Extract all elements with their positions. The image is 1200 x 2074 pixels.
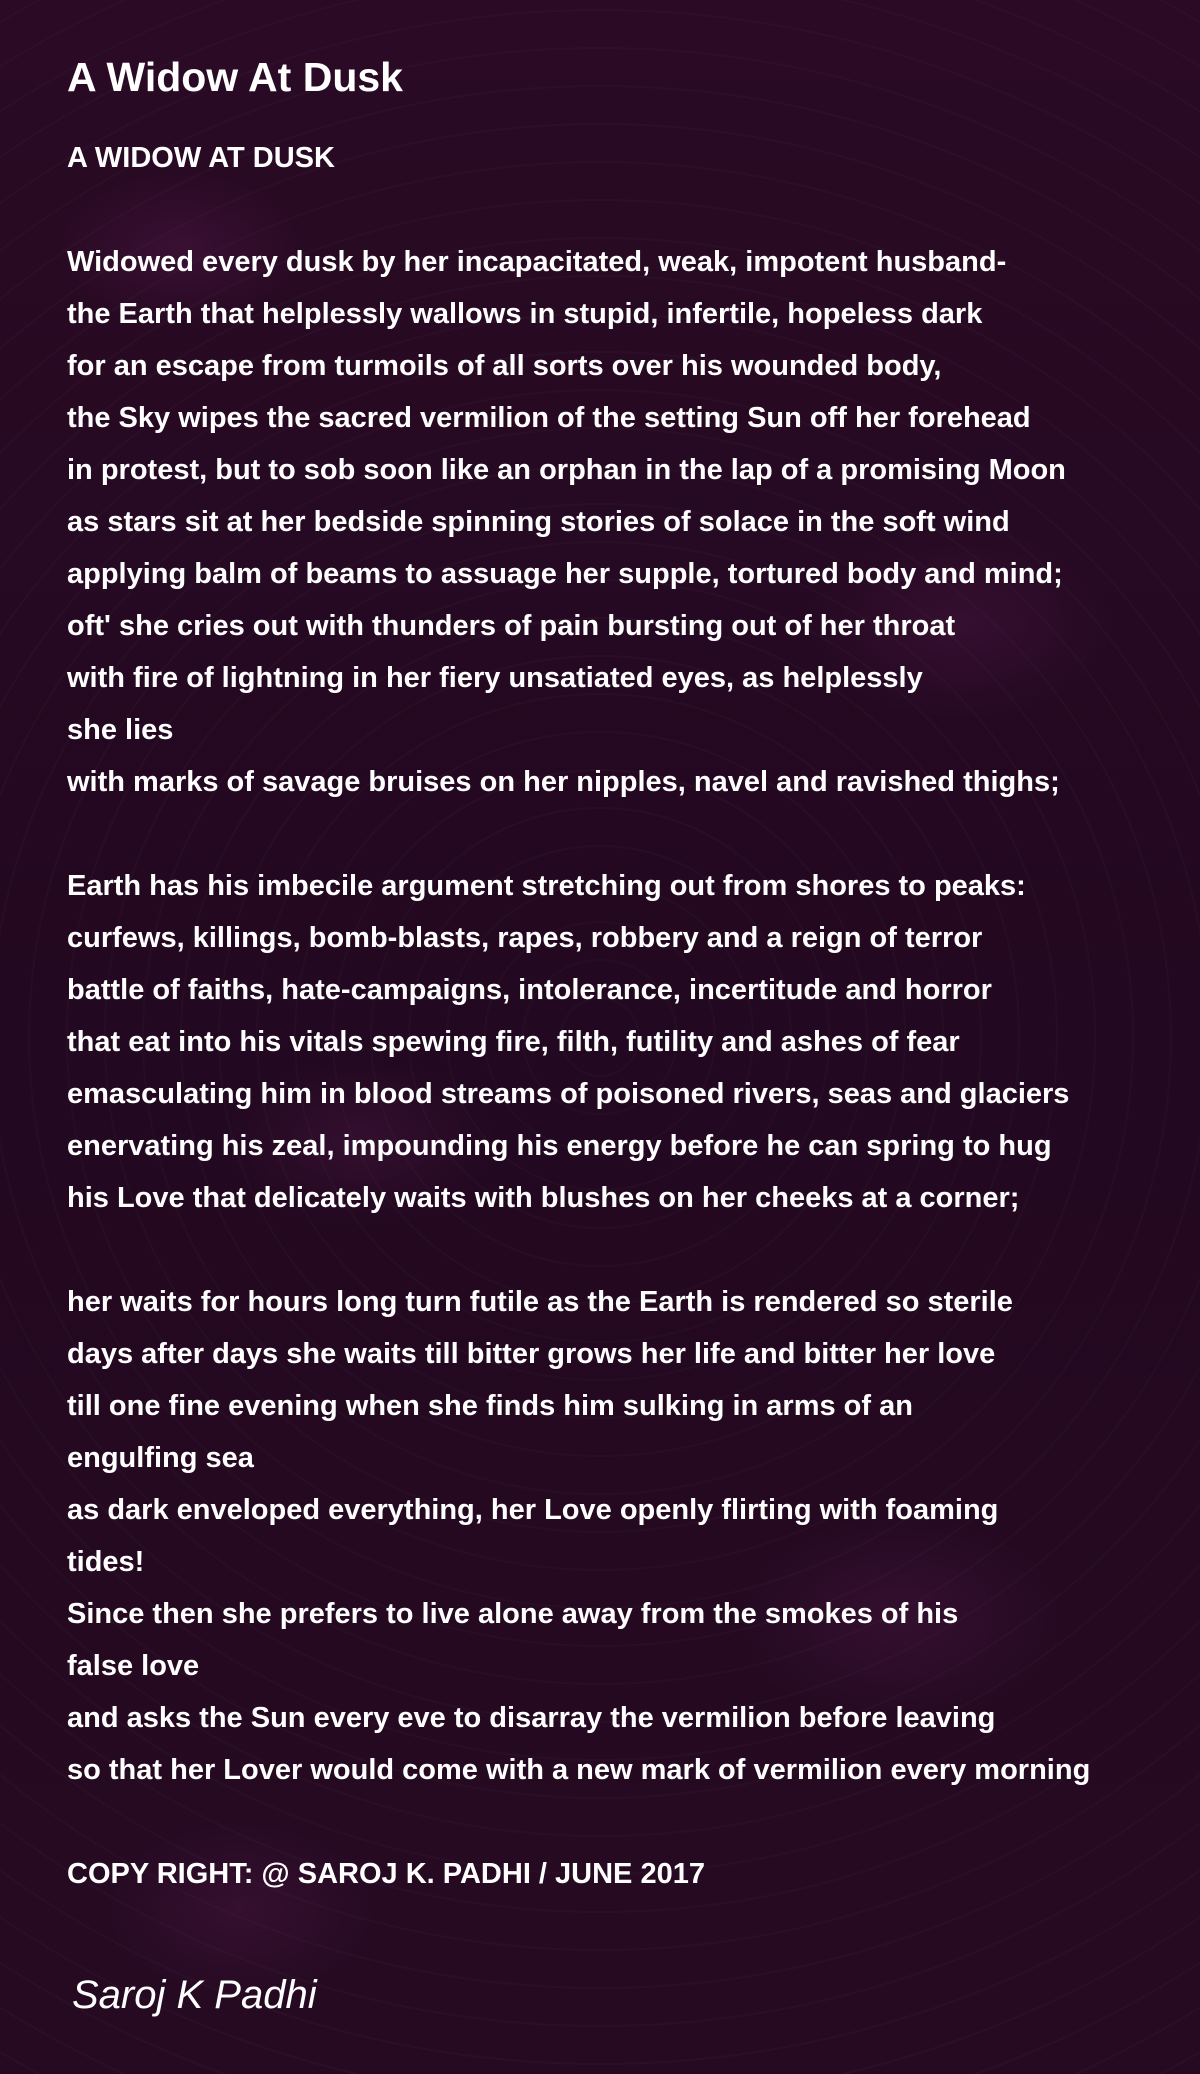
poem-line: Widowed every dusk by her incapacitated, weak, impotent husband- (67, 246, 1007, 278)
poem-line: oft' she cries out with thunders of pain bursting out of her throat (67, 610, 956, 642)
poem-line: the Earth that helplessly wallows in stupid, infertile, hopeless dark (67, 298, 983, 330)
poem-line: enervating his zeal, impounding his energy before he can spring to hug (67, 1130, 1052, 1162)
poem-line: curfews, killings, bomb-blasts, rapes, robbery and a reign of terror (67, 922, 983, 954)
poem-line: for an escape from turmoils of all sorts over his wounded body, (67, 350, 942, 382)
poem-line: emasculating him in blood streams of poisoned rivers, seas and glaciers (67, 1078, 1070, 1110)
poem-line: she lies (67, 714, 174, 746)
poem-line: his Love that delicately waits with blushes on her cheeks at a corner; (67, 1182, 1020, 1214)
poem-line: with fire of lightning in her fiery unsatiated eyes, as helplessly (67, 662, 923, 694)
poem-line: the Sky wipes the sacred vermilion of the setting Sun off her forehead (67, 402, 1031, 434)
poem-card (67, 0, 1200, 1900)
poem-line: battle of faiths, hate-campaigns, intolerance, incertitude and horror (67, 974, 992, 1006)
poem-title: A Widow At Dusk (67, 54, 403, 100)
poem-line: applying balm of beams to assuage her supple, tortured body and mind; (67, 558, 1063, 590)
stanza-gap (67, 184, 1200, 236)
poem-line: with marks of savage bruises on her nipples, navel and ravished thighs; (67, 766, 1060, 798)
author-name: Saroj K Padhi (72, 1973, 317, 2017)
poem-line: tides! (67, 1546, 145, 1578)
poem-line: days after days she waits till bitter grows her life and bitter her love (67, 1338, 996, 1370)
stanza-3 (67, 1276, 1200, 1796)
poem-line: her waits for hours long turn futile as the Earth is rendered so sterile (67, 1286, 1013, 1318)
poem-line: Since then she prefers to live alone away from the smokes of his (67, 1598, 959, 1630)
poem-line: till one fine evening when she finds him sulking in arms of an (67, 1390, 913, 1422)
poem-line: so that her Lover would come with a new mark of vermilion every morning (67, 1754, 1091, 1786)
stanza-gap (67, 1224, 1200, 1276)
stanza-gap (67, 1796, 1200, 1848)
poem-line: as dark enveloped everything, her Love openly flirting with foaming (67, 1494, 999, 1526)
poem-heading: A WIDOW AT DUSK (67, 142, 335, 174)
poem-body (67, 132, 1200, 1900)
poem-stanzas (67, 236, 1200, 1796)
stanza-2 (67, 860, 1200, 1224)
poem-line: as stars sit at her bedside spinning stories of solace in the soft wind (67, 506, 1010, 538)
poem-line: that eat into his vitals spewing fire, filth, futility and ashes of fear (67, 1026, 960, 1058)
copyright-line: COPY RIGHT: @ SAROJ K. PADHI / JUNE 2017 (67, 1858, 705, 1890)
poem-line: engulfing sea (67, 1442, 254, 1474)
poem-line: in protest, but to sob soon like an orphan in the lap of a promising Moon (67, 454, 1066, 486)
poem-line: Earth has his imbecile argument stretching out from shores to peaks: (67, 870, 1026, 902)
stanza-gap (67, 808, 1200, 860)
stanza-1 (67, 236, 1200, 808)
poem-line: and asks the Sun every eve to disarray the vermilion before leaving (67, 1702, 996, 1734)
poem-line: false love (67, 1650, 200, 1682)
